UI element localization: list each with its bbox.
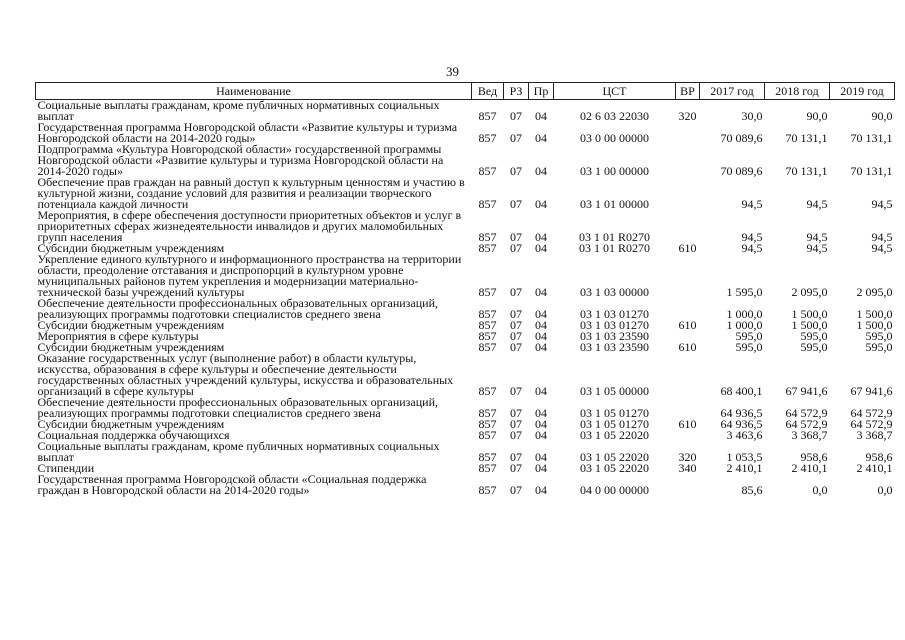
row-name: Субсидии бюджетным учреждениям [37, 318, 225, 332]
row-value-2017: 1 000,0 [726, 307, 763, 321]
row-name: Субсидии бюджетным учреждениям [37, 241, 225, 255]
row-ved: 857 [478, 109, 497, 123]
table-row [36, 177, 895, 210]
row-value-2017: 70 089,6 [720, 131, 763, 145]
row-value-2019: 958,6 [865, 450, 893, 464]
row-csr: 02 6 03 22030 [580, 109, 649, 123]
row-value-2018: 1 500,0 [791, 318, 828, 332]
row-name: Укрепление единого культурного и информационного пространства на территории области, преодоление отставания и диспропорций в культурном уровне муниципальных районов путем укрепления и модернизации материально-технической базы учреждений культуры [37, 252, 462, 299]
row-vr: 610 [678, 417, 697, 431]
row-value-2019: 94,5 [871, 230, 893, 244]
table-row [36, 100, 895, 123]
row-ved: 857 [478, 241, 497, 255]
row-name: Обеспечение прав граждан на равный доступ к культурным ценностям и участию в культурной жизни, создание условий для развития и реализации творческого потенциала каждой личности [37, 175, 465, 211]
row-value-2017: 2 410,1 [726, 461, 763, 475]
row-rz: 07 [510, 329, 522, 343]
row-pr: 04 [535, 164, 547, 178]
row-value-2017: 64 936,5 [720, 417, 763, 431]
header-ved: Вед [472, 83, 504, 100]
row-rz: 07 [510, 109, 522, 123]
row-csr: 03 1 05 01270 [580, 417, 649, 431]
row-value-2019: 1 500,0 [856, 307, 893, 321]
header-2017: 2017 год [700, 83, 765, 100]
table-header-row [36, 83, 895, 100]
row-pr: 04 [535, 417, 547, 431]
row-value-2019: 94,5 [871, 197, 893, 211]
table-row [36, 298, 895, 320]
row-value-2018: 1 500,0 [791, 307, 828, 321]
row-value-2019: 67 941,6 [850, 384, 893, 398]
row-ved: 857 [478, 450, 497, 464]
row-value-2018: 70 131,1 [785, 131, 828, 145]
row-pr: 04 [535, 285, 547, 299]
row-value-2019: 2 095,0 [856, 285, 893, 299]
row-rz: 07 [510, 406, 522, 420]
row-value-2019: 1 500,0 [856, 318, 893, 332]
row-ved: 857 [478, 417, 497, 431]
table-row [36, 122, 895, 144]
row-ved: 857 [478, 340, 497, 354]
row-value-2017: 595,0 [735, 340, 763, 354]
row-rz: 07 [510, 131, 522, 145]
row-value-2018: 70 131,1 [785, 164, 828, 178]
row-csr: 03 1 01 R0270 [578, 230, 650, 244]
row-csr: 03 1 03 00000 [580, 285, 649, 299]
row-value-2018: 2 095,0 [791, 285, 828, 299]
row-rz: 07 [510, 417, 522, 431]
row-value-2018: 64 572,9 [785, 417, 828, 431]
page-number: 39 [446, 64, 459, 79]
table-body [36, 100, 895, 497]
row-rz: 07 [510, 428, 522, 442]
row-pr: 04 [535, 318, 547, 332]
row-rz: 07 [510, 197, 522, 211]
row-value-2019: 90,0 [871, 109, 893, 123]
row-vr [676, 397, 700, 419]
row-value-2018: 90,0 [806, 109, 828, 123]
row-vr [676, 298, 700, 320]
row-ved: 857 [478, 428, 497, 442]
row-name: Субсидии бюджетным учреждениям [37, 340, 225, 354]
row-name: Обеспечение деятельности профессиональных образовательных организаций, реализующих программы подготовки специалистов среднего звена [37, 395, 438, 420]
row-value-2017: 30,0 [741, 109, 763, 123]
row-value-2017: 1 000,0 [726, 318, 763, 332]
row-pr: 04 [535, 461, 547, 475]
table-row [36, 353, 895, 397]
row-ved: 857 [478, 318, 497, 332]
row-value-2019: 0,0 [877, 483, 893, 497]
row-pr: 04 [535, 197, 547, 211]
row-vr [676, 122, 700, 144]
row-value-2018: 94,5 [806, 241, 828, 255]
row-ved: 857 [478, 329, 497, 343]
header-pr: Пр [529, 83, 554, 100]
row-value-2018: 595,0 [800, 329, 828, 343]
row-ved: 857 [478, 461, 497, 475]
row-value-2018: 67 941,6 [785, 384, 828, 398]
row-vr: 320 [678, 109, 697, 123]
row-value-2018: 3 368,7 [791, 428, 828, 442]
row-name: Стипендии [37, 461, 95, 475]
row-rz: 07 [510, 384, 522, 398]
row-value-2017: 85,6 [741, 483, 763, 497]
header-name: Наименование [36, 83, 472, 100]
row-ved: 857 [478, 131, 497, 145]
row-value-2019: 595,0 [865, 340, 893, 354]
row-value-2017: 94,5 [741, 197, 763, 211]
row-pr: 04 [535, 340, 547, 354]
row-name: Социальные выплаты гражданам, кроме публичных нормативных социальных выплат [37, 439, 440, 464]
row-rz: 07 [510, 241, 522, 255]
row-rz: 07 [510, 318, 522, 332]
row-pr: 04 [535, 109, 547, 123]
table-row [36, 144, 895, 177]
row-ved: 857 [478, 164, 497, 178]
header-rz: РЗ [504, 83, 529, 100]
row-value-2017: 3 463,6 [726, 428, 763, 442]
row-value-2017: 94,5 [741, 230, 763, 244]
row-pr: 04 [535, 230, 547, 244]
row-name: Субсидии бюджетным учреждениям [37, 417, 225, 431]
row-vr [676, 474, 700, 496]
row-name: Социальные выплаты гражданам, кроме публичных нормативных социальных выплат [37, 98, 440, 123]
table-row [36, 441, 895, 463]
row-value-2018: 958,6 [800, 450, 828, 464]
row-ved: 857 [478, 230, 497, 244]
row-csr: 03 1 05 22020 [580, 428, 649, 442]
row-ved: 857 [478, 406, 497, 420]
row-vr: 610 [678, 340, 697, 354]
row-vr [676, 254, 700, 298]
row-csr: 03 1 01 R0270 [578, 241, 650, 255]
header-2018: 2018 год [765, 83, 830, 100]
row-value-2019: 2 410,1 [856, 461, 893, 475]
row-vr: 320 [678, 450, 697, 464]
row-value-2018: 0,0 [812, 483, 828, 497]
row-rz: 07 [510, 230, 522, 244]
row-csr: 03 1 03 23590 [580, 329, 649, 343]
row-name: Оказание государственных услуг (выполнение работ) в области культуры, искусства, образования в сфере культуры и обеспечение деятельности государственных областных учреждений культуры, искусства и образовательных организаций в сфере культуры [37, 351, 454, 398]
row-value-2019: 70 131,1 [850, 131, 893, 145]
table-row [36, 474, 895, 496]
row-name: Обеспечение деятельности профессиональных образовательных организаций, реализующих программы подготовки специалистов среднего звена [37, 296, 438, 321]
row-csr: 03 1 05 01270 [580, 406, 649, 420]
row-value-2019: 94,5 [871, 241, 893, 255]
row-value-2017: 64 936,5 [720, 406, 763, 420]
table-row [36, 254, 895, 298]
row-pr: 04 [535, 428, 547, 442]
row-value-2017: 70 089,6 [720, 164, 763, 178]
row-name: Подпрограмма «Культура Новгородской области» государственной программы Новгородской области «Развитие культуры и туризма Новгородской области на 2014-2020 годы» [37, 142, 444, 178]
row-pr: 04 [535, 406, 547, 420]
row-value-2019: 70 131,1 [850, 164, 893, 178]
row-rz: 07 [510, 450, 522, 464]
row-vr: 340 [678, 461, 697, 475]
row-vr [676, 210, 700, 243]
row-rz: 07 [510, 483, 522, 497]
budget-table [35, 82, 895, 496]
row-value-2019: 64 572,9 [850, 406, 893, 420]
row-rz: 07 [510, 285, 522, 299]
header-2019: 2019 год [830, 83, 895, 100]
row-csr: 03 1 03 23590 [580, 340, 649, 354]
row-vr [676, 177, 700, 210]
row-value-2018: 94,5 [806, 197, 828, 211]
row-pr: 04 [535, 450, 547, 464]
row-csr: 03 1 03 01270 [580, 307, 649, 321]
row-ved: 857 [478, 384, 497, 398]
row-csr: 04 0 00 00000 [580, 483, 649, 497]
row-ved: 857 [478, 483, 497, 497]
row-ved: 857 [478, 285, 497, 299]
row-csr: 03 1 01 00000 [580, 197, 649, 211]
row-csr: 03 1 00 00000 [580, 164, 649, 178]
row-vr [676, 144, 700, 177]
row-csr: 03 0 00 00000 [580, 131, 649, 145]
row-pr: 04 [535, 307, 547, 321]
row-value-2019: 64 572,9 [850, 417, 893, 431]
row-rz: 07 [510, 461, 522, 475]
row-ved: 857 [478, 197, 497, 211]
row-vr: 610 [678, 318, 697, 332]
row-rz: 07 [510, 164, 522, 178]
row-value-2017: 68 400,1 [720, 384, 763, 398]
row-pr: 04 [535, 329, 547, 343]
table-row [36, 397, 895, 419]
row-name: Государственная программа Новгородской области «Развитие культуры и туризма Новгородской области на 2014-2020 годы» [37, 120, 458, 145]
row-value-2019: 3 368,7 [856, 428, 893, 442]
row-ved: 857 [478, 307, 497, 321]
header-csr: ЦСТ [554, 83, 676, 100]
row-rz: 07 [510, 307, 522, 321]
row-name: Мероприятия в сфере культуры [37, 329, 199, 343]
row-pr: 04 [535, 483, 547, 497]
row-name: Мероприятия, в сфере обеспечения доступности приоритетных объектов и услуг в приоритетных сферах жизнедеятельности инвалидов и других маломобильных групп населения [37, 208, 462, 244]
row-value-2019: 595,0 [865, 329, 893, 343]
row-value-2017: 595,0 [735, 329, 763, 343]
row-value-2017: 1 595,0 [726, 285, 763, 299]
row-value-2017: 1 053,5 [726, 450, 763, 464]
row-vr [676, 353, 700, 397]
row-value-2018: 94,5 [806, 230, 828, 244]
row-csr: 03 1 05 22020 [580, 450, 649, 464]
row-rz: 07 [510, 340, 522, 354]
row-csr: 03 1 03 01270 [580, 318, 649, 332]
row-vr [676, 430, 700, 441]
row-csr: 03 1 05 00000 [580, 384, 649, 398]
header-vr: ВР [676, 83, 700, 100]
row-name: Государственная программа Новгородской области «Социальная поддержка граждан в Новгородской области на 2014-2020 годы» [37, 472, 427, 497]
row-name: Социальная поддержка обучающихся [37, 428, 230, 442]
table-row [36, 210, 895, 243]
row-value-2018: 2 410,1 [791, 461, 828, 475]
row-pr: 04 [535, 241, 547, 255]
row-value-2018: 64 572,9 [785, 406, 828, 420]
row-value-2018: 595,0 [800, 340, 828, 354]
row-csr: 03 1 05 22020 [580, 461, 649, 475]
row-value-2017: 94,5 [741, 241, 763, 255]
row-pr: 04 [535, 131, 547, 145]
row-vr: 610 [678, 241, 697, 255]
row-pr: 04 [535, 384, 547, 398]
